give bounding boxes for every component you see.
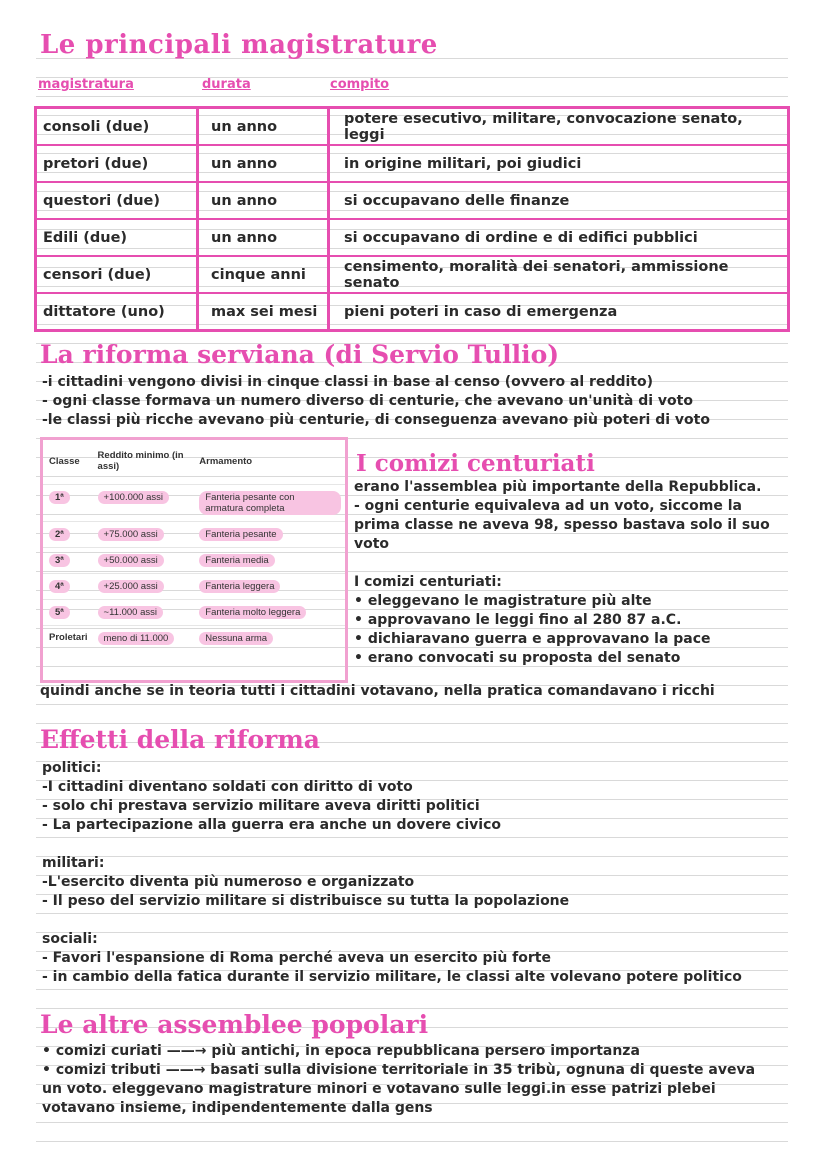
classe-name: 2ª [49,528,70,541]
riforma-line: -i cittadini vengono divisi in cinque classi in base al censo (ovvero al reddito) [42,374,654,390]
effetti-politici-line: - solo chi prestava servizio militare aveva diritti politici [42,798,480,814]
ruled-line [36,1122,788,1123]
classe-row [43,600,345,626]
classe-row [43,574,345,600]
classe-reddito-cell [92,626,194,652]
comizi-bullet: • approvavano le leggi fino al 280 87 a.C. [354,612,682,628]
classe-name-cell [43,485,92,522]
effetti-militari-line: -L'esercito diventa più numeroso e organizzato [42,874,415,890]
effetti-militari-line: - Il peso del servizio militare si distribuisce su tutta la popolazione [42,893,570,909]
header-durata: durata [202,77,251,92]
classe-name-cell [43,600,92,626]
magistratura-row [36,256,789,293]
classe-armamento-cell [193,600,345,626]
magistratura-compito: in origine militari, poi giudici [329,145,789,182]
comizi-intro-line: prima classe ne aveva 98, spesso bastava solo il suo [354,517,770,533]
magistratura-compito: potere esecutivo, militare, convocazione senato, leggi [329,108,789,146]
magistratura-row [36,182,789,219]
comizi-bullet: • dichiaravano guerra e approvavano la pace [354,631,711,647]
header-magistratura: magistratura [38,77,134,92]
classe-name: Proletari [49,632,88,643]
comizi-intro-line: erano l'assemblea più importante della Repubblica. [354,479,762,495]
classe-armamento: Fanteria molto leggera [199,606,306,619]
assemblee-line: • comizi tributi ——→ basati sulla divisione territoriale in 35 tribù, ognuna di queste aveva [42,1062,756,1078]
classe-reddito: +100.000 assi [98,491,169,504]
magistrature-title: Le principali magistrature [40,30,438,60]
magistratura-durata: un anno [198,182,329,219]
ruled-line [36,1008,788,1009]
classe-name-cell [43,574,92,600]
effetti-politici-label: politici: [42,760,102,776]
classe-name-cell [43,522,92,548]
classe-name: 4ª [49,580,70,593]
magistratura-row [36,108,789,146]
classe-armamento-cell [193,574,345,600]
riforma-title: La riforma serviana (di Servio Tullio) [40,340,560,369]
assemblee-title: Le altre assemblee popolari [40,1010,429,1039]
classe-armamento: Fanteria pesante [199,528,282,541]
classe-reddito-cell [92,522,194,548]
magistratura-row [36,219,789,256]
ruled-line [36,1141,788,1142]
ruled-line [36,77,788,78]
classe-row [43,522,345,548]
magistratura-row [36,145,789,182]
classi-table-box [40,437,348,683]
magistratura-durata: cinque anni [198,256,329,293]
classe-row [43,626,345,652]
classi-header-classe: Classe [49,455,80,467]
effetti-sociali-line: - in cambio della fatica durante il servizio militare, le classi alte volevano potere politico [42,969,742,985]
magistratura-name: pretori (due) [36,145,198,182]
classe-armamento: Fanteria leggera [199,580,280,593]
classe-row [43,485,345,522]
classi-header-armamento: Armamento [199,455,253,467]
magistratura-compito: censimento, moralità dei senatori, ammissione senato [329,256,789,293]
effetti-sociali-label: sociali: [42,931,98,947]
classe-reddito: meno di 11.000 [98,632,175,645]
comizi-conclusion: quindi anche se in teoria tutti i cittadini votavano, nella pratica comandavano i ricchi [40,683,715,699]
classe-armamento: Fanteria pesante con armatura completa [199,491,341,515]
effetti-politici-line: -I cittadini diventano soldati con diritto di voto [42,779,413,795]
ruled-line [36,704,788,705]
classe-armamento: Fanteria media [199,554,274,567]
classe-name-cell [43,548,92,574]
classe-name: 3ª [49,554,70,567]
effetti-militari-label: militari: [42,855,105,871]
classe-armamento-cell [193,626,345,652]
magistratura-durata: un anno [198,108,329,146]
assemblee-line: un voto. eleggevano magistrature minori e votavano sulle leggi.in esse patrizi plebei [42,1081,716,1097]
effetti-title: Effetti della riforma [40,725,320,754]
ruled-line [36,913,788,914]
ruled-line [36,761,788,762]
magistratura-name: Edili (due) [36,219,198,256]
magistratura-row [36,293,789,331]
effetti-politici-line: - La partecipazione alla guerra era anche un dovere civico [42,817,501,833]
ruled-line [36,96,788,97]
classe-reddito: +75.000 assi [98,528,164,541]
classi-table [43,440,345,651]
classe-armamento-cell [193,485,345,522]
magistratura-compito: si occupavano delle finanze [329,182,789,219]
classe-row [43,548,345,574]
classi-header-reddito: Reddito minimo (in assi) [97,450,184,472]
magistratura-compito: si occupavano di ordine e di edifici pubblici [329,219,789,256]
classe-reddito: +50.000 assi [98,554,164,567]
magistratura-name: consoli (due) [36,108,198,146]
magistratura-durata: un anno [198,219,329,256]
riforma-line: -le classi più ricche avevano più centurie, di conseguenza avevano più poteri di voto [42,412,710,428]
ruled-line [36,856,788,857]
classe-name: 1ª [49,491,70,504]
magistrature-table [34,106,790,332]
ruled-line [36,723,788,724]
magistratura-durata: max sei mesi [198,293,329,331]
assemblee-line: votavano insieme, indipendentemente dalla gens [42,1100,433,1116]
comizi-intro-line: - ogni centurie equivaleva ad un voto, siccome la [354,498,743,514]
magistratura-durata: un anno [198,145,329,182]
comizi-intro-line: voto [354,536,390,552]
magistratura-compito: pieni poteri in caso di emergenza [329,293,789,331]
comizi-subtitle: I comizi centuriati: [354,574,502,590]
classe-reddito-cell [92,485,194,522]
classe-armamento-cell [193,522,345,548]
ruled-line [36,932,788,933]
classe-reddito: ~11.000 assi [98,606,163,619]
magistratura-name: dittatore (uno) [36,293,198,331]
classe-reddito-cell [92,600,194,626]
header-compito: compito [330,77,390,92]
riforma-line: - ogni classe formava un numero diverso di centurie, che avevano un'unità di voto [42,393,693,409]
classe-reddito: +25.000 assi [98,580,164,593]
classe-name-cell [43,626,92,652]
magistratura-name: questori (due) [36,182,198,219]
ruled-line [36,989,788,990]
magistratura-name: censori (due) [36,256,198,293]
classe-reddito-cell [92,574,194,600]
classe-armamento-cell [193,548,345,574]
ruled-line [36,837,788,838]
comizi-bullet: • erano convocati su proposta del senato [354,650,681,666]
comizi-title: I comizi centuriati [356,450,595,477]
effetti-sociali-line: - Favori l'espansione di Roma perché aveva un esercito più forte [42,950,551,966]
classe-armamento: Nessuna arma [199,632,273,645]
classe-reddito-cell [92,548,194,574]
classe-name: 5ª [49,606,70,619]
comizi-bullet: • eleggevano le magistrature più alte [354,593,652,609]
assemblee-line: • comizi curiati ——→ più antichi, in epoca repubblicana persero importanza [42,1043,640,1059]
